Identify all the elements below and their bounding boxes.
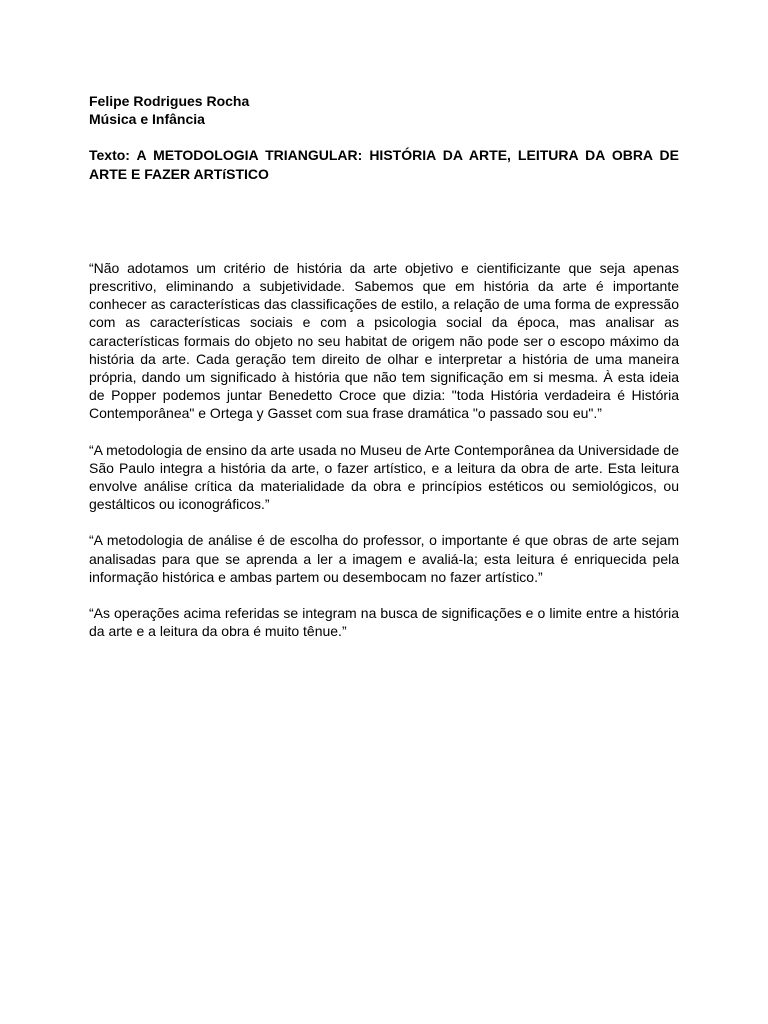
- paragraph-1: “Não adotamos um critério de história da arte objetivo e cientificizante que seja apenas prescritivo, eliminando a subjetividade. Sabemos que em história da arte é importante conhecer as características das classificações de estilo, a relação de uma forma de expressão com as características sociais e com a psicologia social da época, mas analisar as características formais do objeto no seu habitat de origem não pode ser o escopo máximo da história da arte. Cada geração tem direito de olhar e interpretar a história de uma maneira própria, dando um significado à história que não tem significação em si mesma. À esta ideia de Popper podemos juntar Benedetto Croce que dizia: "toda História verdadeira é História Contemporânea" e Ortega y Gasset com sua frase dramática "o passado sou eu".”: [89, 259, 679, 422]
- document-page: [89, 92, 679, 640]
- author-name: Felipe Rodrigues Rocha: [89, 93, 250, 109]
- course-name: Música e Infância: [89, 111, 205, 128]
- paragraph-3: “A metodologia de análise é de escolha do professor, o importante é que obras de arte sejam analisadas para que se aprenda a ler a imagem e avaliá-la; esta leitura é enriquecida pela informação histórica e ambas partem ou desembocam no fazer artístico.”: [89, 532, 679, 585]
- document-title: Texto: A METODOLOGIA TRIANGULAR: HISTÓRIA DA ARTE, LEITURA DA OBRA DE ARTE E FAZER ARTíSTICO: [89, 147, 679, 182]
- paragraph-4: “As operações acima referidas se integram na busca de significações e o limite entre a história da arte e a leitura da obra é muito tênue.”: [89, 605, 679, 640]
- paragraph-2: “A metodologia de ensino da arte usada no Museu de Arte Contemporânea da Universidade de São Paulo integra a história da arte, o fazer artístico, e a leitura da obra de arte. Esta leitura envolve análise crítica da materialidade da obra e princípios estéticos ou semiológicos, ou gestálticos ou iconográficos.”: [89, 441, 679, 513]
